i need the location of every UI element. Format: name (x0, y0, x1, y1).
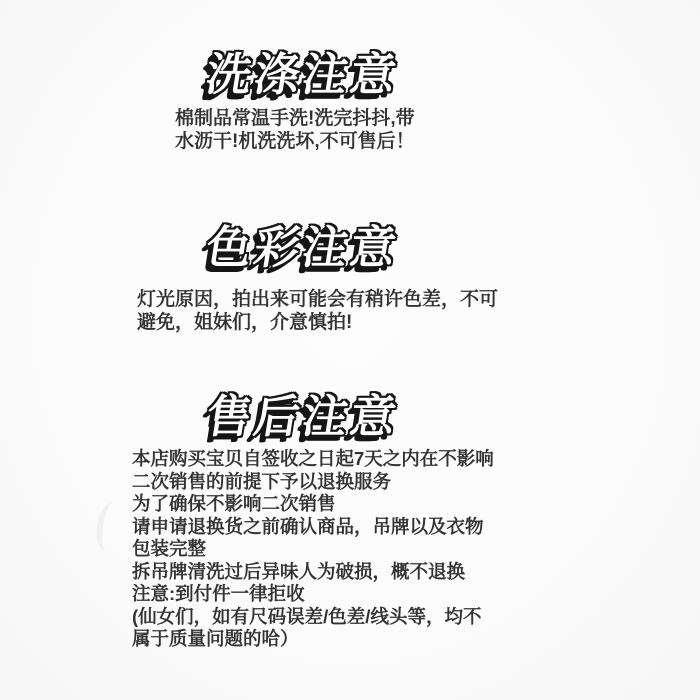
washing-note-line: 棉制品常温手洗!洗完抖抖,带 (175, 108, 415, 129)
color-note-line: 灯光原因，拍出来可能会有稍许色差，不可 (137, 289, 499, 310)
washing-note-line: 水沥干!机洗洗坏,不可售后！ (175, 130, 415, 152)
washing-notes (175, 108, 415, 153)
color-title: 色彩注意 (202, 222, 403, 273)
after-sales-title: 售后注意 (202, 391, 403, 442)
faint-watermark-mark (93, 500, 127, 553)
after-sales-note-line: 注意:到付件一律拒收 (132, 583, 305, 604)
after-sales-note-line: 本店购买宝贝自签收之日起7天之内在不影响 (132, 448, 494, 469)
color-notes (137, 288, 498, 334)
after-sales-note-line: 请申请退换货之前确认商品，吊牌以及衣物 (132, 515, 484, 537)
after-sales-note-line: 为了确保不影响二次销售 (132, 493, 336, 514)
after-sales-note-line: 属于质量问题的哈） (132, 628, 299, 649)
color-note-line: 避免，姐妹们，介意慎拍! (137, 312, 353, 333)
after-sales-note-line: 二次销售的前提下予以退换服务 (132, 470, 392, 492)
after-sales-note-line: 包装完整 (132, 538, 207, 559)
after-sales-note-line: 拆吊牌清洗过后异味人为破损，概不退换 (132, 560, 466, 582)
after-sales-notes (132, 448, 494, 651)
washing-title: 洗涤注意 (202, 49, 403, 100)
after-sales-note-line: (仙女们，如有尺码误差/色差/线头等，均不 (132, 605, 482, 627)
